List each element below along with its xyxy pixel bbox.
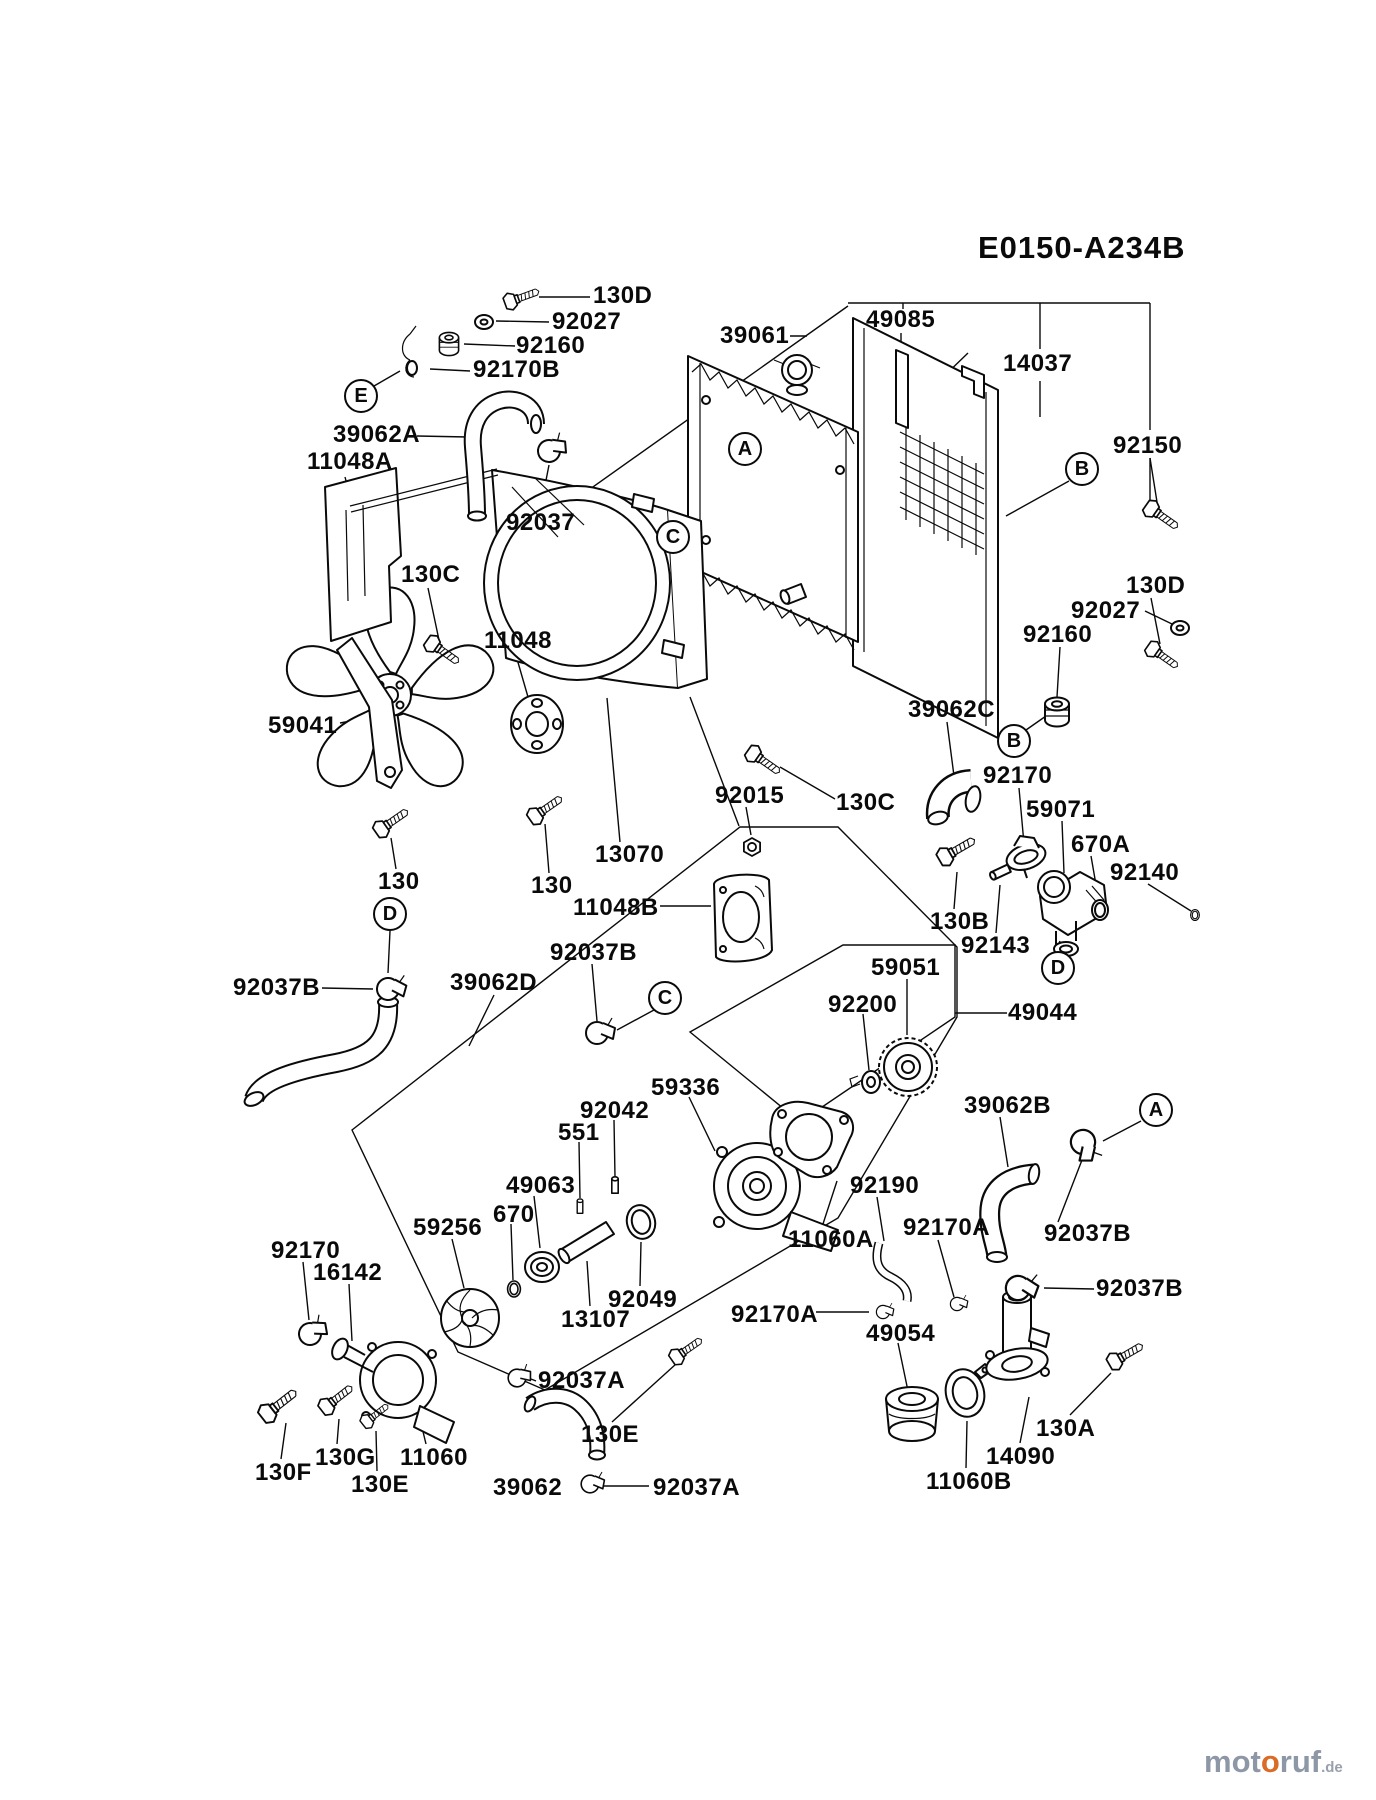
watermark-tld: .de (1321, 1759, 1343, 1776)
part-label-39061: 39061 (720, 322, 790, 349)
part-label-130: 130 (378, 868, 420, 895)
bracket-11048b (714, 875, 772, 962)
part-label-11048: 11048 (484, 627, 552, 654)
part-label-92037: 92037 (506, 509, 576, 536)
part-label-39062c: 39062C (908, 696, 996, 723)
part-label-92037b: 92037B (550, 939, 638, 966)
callout-c: C (656, 520, 690, 554)
impeller-59256 (441, 1289, 499, 1347)
hose-92190 (877, 1243, 907, 1301)
oring-670a (1092, 900, 1108, 920)
part-label-130: 130 (531, 872, 573, 899)
washer-92027-right (1171, 621, 1189, 635)
part-label-39062d: 39062D (450, 969, 538, 996)
part-label-11060a: 11060A (788, 1226, 874, 1253)
watermark-prefix: mot (1204, 1744, 1261, 1779)
part-label-16142: 16142 (313, 1259, 383, 1286)
part-label-130g: 130G (315, 1444, 376, 1471)
callout-e: E (344, 379, 378, 413)
bracket-49085 (896, 350, 908, 428)
gasket-11060b (941, 1364, 991, 1421)
part-label-92027: 92027 (1071, 597, 1141, 624)
callout-a: A (1139, 1093, 1173, 1127)
part-label-670a: 670A (1071, 831, 1131, 858)
washer-92027-left (475, 315, 493, 329)
hose-39062d (242, 997, 398, 1109)
pipe-14090 (984, 1291, 1050, 1384)
washer-92200 (850, 1071, 880, 1093)
pin-92042 (612, 1177, 618, 1193)
pin-551 (577, 1199, 583, 1213)
part-label-59051: 59051 (871, 954, 941, 981)
callout-a: A (728, 432, 762, 466)
part-label-92037b: 92037B (233, 974, 321, 1001)
part-label-49044: 49044 (1008, 999, 1078, 1026)
part-label-14037: 14037 (1003, 350, 1073, 377)
part-label-13107: 13107 (561, 1306, 631, 1333)
grommet-92160-right (1045, 698, 1069, 727)
part-label-11060: 11060 (400, 1444, 468, 1471)
clip-92170b (403, 326, 418, 377)
part-label-92170b: 92170B (473, 356, 561, 383)
fan-hub-11048 (511, 695, 563, 753)
part-label-92037b: 92037B (1096, 1275, 1184, 1302)
diagram-code: E0150-A234B (978, 230, 1186, 265)
watermark-suffix: ruf (1279, 1744, 1322, 1779)
part-label-130a: 130A (1036, 1415, 1096, 1442)
watermark-logo (1204, 1744, 1343, 1780)
part-label-39062: 39062 (493, 1474, 563, 1501)
part-label-92027: 92027 (552, 308, 622, 335)
part-label-92015: 92015 (715, 782, 785, 809)
part-label-92200: 92200 (828, 991, 898, 1018)
part-label-59256: 59256 (413, 1214, 483, 1241)
radiator-39061 (688, 355, 858, 650)
part-label-92160: 92160 (1023, 621, 1093, 648)
part-label-39062a: 39062A (333, 421, 421, 448)
part-label-59071: 59071 (1026, 796, 1096, 823)
callout-c: C (648, 981, 682, 1015)
callout-b: B (1065, 452, 1099, 486)
part-label-92037a: 92037A (538, 1367, 626, 1394)
callout-d: D (373, 897, 407, 931)
callout-d: D (1041, 951, 1075, 985)
part-label-13070: 13070 (595, 841, 665, 868)
part-label-670: 670 (493, 1201, 535, 1228)
watermark-accent: o (1260, 1744, 1280, 1779)
part-label-130c: 130C (836, 789, 896, 816)
oring-670 (508, 1281, 521, 1297)
fan-shroud-13070 (484, 470, 707, 688)
seal-92049 (623, 1202, 659, 1242)
seal-49063 (525, 1252, 559, 1282)
part-label-49085: 49085 (866, 306, 936, 333)
part-label-92037b: 92037B (1044, 1220, 1132, 1247)
part-label-130e: 130E (351, 1471, 410, 1498)
part-label-130d: 130D (1126, 572, 1186, 599)
part-label-92042: 92042 (580, 1097, 650, 1124)
part-label-130b: 130B (930, 908, 990, 935)
part-label-49054: 49054 (866, 1320, 936, 1347)
part-label-11048b: 11048B (573, 894, 659, 921)
part-label-39062b: 39062B (964, 1092, 1052, 1119)
oring-92140 (1191, 910, 1200, 921)
part-label-130c: 130C (401, 561, 461, 588)
part-label-551: 551 (558, 1119, 600, 1146)
part-label-92160: 92160 (516, 332, 586, 359)
nut-92015 (744, 838, 760, 856)
callout-b: B (997, 724, 1031, 758)
pump-body-11060 (329, 1336, 454, 1443)
part-label-130f: 130F (255, 1459, 312, 1486)
part-label-92170a: 92170A (731, 1301, 819, 1328)
part-label-92037a: 92037A (653, 1474, 741, 1501)
part-label-92170: 92170 (271, 1237, 341, 1264)
hose-39062b (987, 1163, 1041, 1262)
gear-59051 (879, 1038, 937, 1096)
part-label-92170a: 92170A (903, 1214, 991, 1241)
part-label-92140: 92140 (1110, 859, 1180, 886)
part-label-11048a: 11048A (307, 448, 393, 475)
part-label-49063: 49063 (506, 1172, 576, 1199)
part-label-59041: 59041 (268, 712, 338, 739)
elbow-39062c (927, 781, 983, 826)
grommet-92160-left (439, 332, 458, 355)
part-label-92190: 92190 (850, 1172, 920, 1199)
part-label-92150: 92150 (1113, 432, 1183, 459)
part-label-130d: 130D (593, 282, 653, 309)
part-label-130e: 130E (581, 1421, 640, 1448)
pin-92143 (989, 865, 1011, 881)
cap-49054 (886, 1387, 938, 1441)
shaft-13107 (556, 1222, 614, 1265)
part-label-59336: 59336 (651, 1074, 721, 1101)
part-label-11060b: 11060B (926, 1468, 1012, 1495)
part-label-92170: 92170 (983, 762, 1053, 789)
part-label-92049: 92049 (608, 1286, 678, 1313)
part-label-14090: 14090 (986, 1443, 1056, 1470)
part-label-92143: 92143 (961, 932, 1031, 959)
